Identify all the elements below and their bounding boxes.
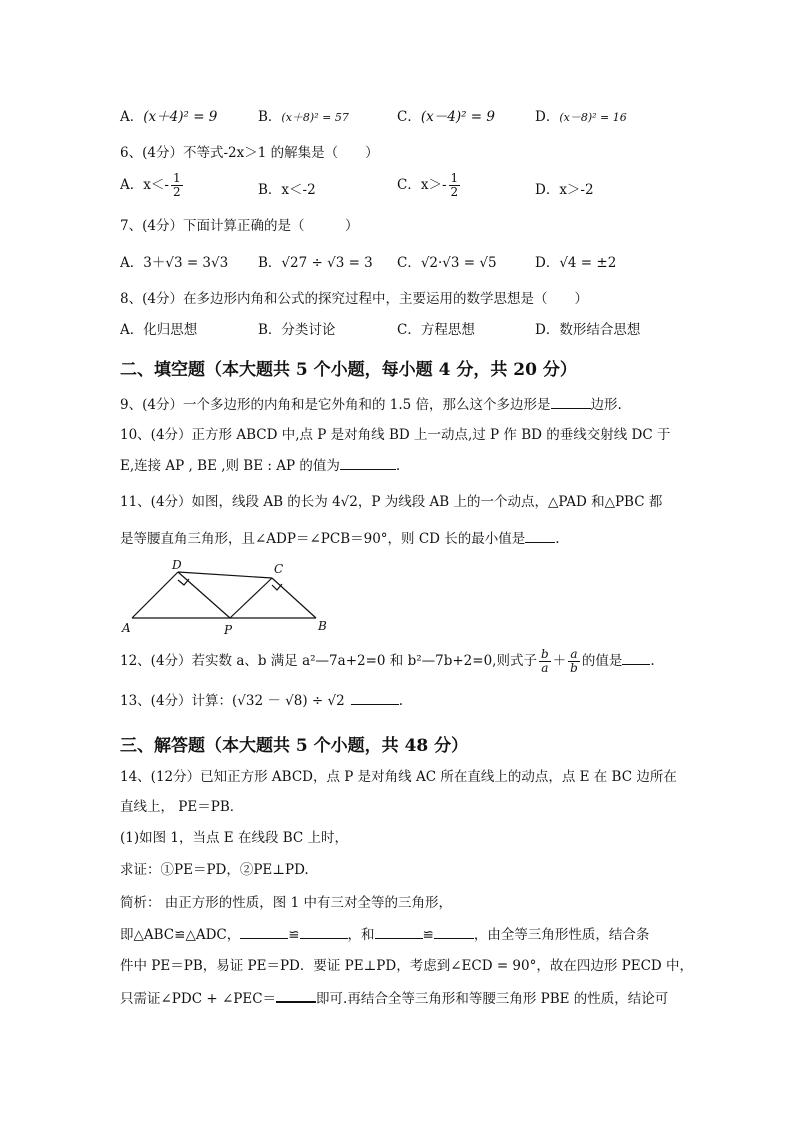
right-angle-mark-c [272,584,282,590]
segment-ad [132,572,178,618]
section-2-title: 二、填空题（本大题共 5 个小题，每小题 4 分，共 20 分） [120,360,577,380]
q9-answer-blank[interactable] [551,394,591,409]
point-label-c: C [274,562,284,576]
q10-line1: 10、(4分）正方形 ABCD 中,点 P 是对角线 BD 上一动点,过 P 作 BD 的垂线交射线 DC 于 [120,427,671,443]
q6-option-b: B．x＜-2 [258,182,316,198]
q11-figure [120,556,340,638]
q8-option-b: B．分类讨论 [258,322,336,338]
q6-option-a: A．x＜- $\frac{1}{2}$ [120,171,181,199]
q13: 13、(4分）计算：(√32 － √8) ÷ √2 . [120,690,403,711]
segment-cb [272,578,316,618]
q14-line5: 简析： 由正方形的性质，图 1 中有三对全等的三角形， [120,895,452,911]
point-label-b: B [318,619,327,633]
q11-line2: 是等腰直角三角形，且∠ADP＝∠PCB＝90°，则 CD 长的最小值是 . [120,528,560,549]
q12-fraction-b-over-a: $\frac{b}{a}$ [540,647,549,675]
q7-option-d: D．√4 = ±2 [535,255,617,271]
q14-line8: 只需证∠PDC + ∠PEC＝ 即可.再结合全等三角形和等腰三角形 PBE 的性质，结论可 [120,987,668,1009]
q14-line6: 即△ABC≌△ADC， ≌ ，和 ≌ ，由全等三角形性质，结合条 [120,924,649,945]
q14-line7: 件中 PE＝PB，易证 PE＝PD．要证 PE⊥PD，考虑到∠ECD = 90°，故在四边形 PECD 中， [120,958,694,974]
q7-option-c: C．√2·√3 = √5 [397,255,497,271]
segment-dc [178,572,272,578]
q8-option-a: A．化归思想 [120,322,198,338]
q6-stem: 6、(4分）不等式-2x＞1 的解集是（ ） [120,145,379,161]
q5-option-b: B．(x＋8)² = 57 [258,109,349,125]
q6-option-d: D．x＞-2 [535,182,594,198]
q14-line4: 求证：①PE＝PD，②PE⊥PD. [120,862,309,878]
q12-answer-blank[interactable] [622,650,650,665]
segment-pc [230,578,272,618]
q5-option-d: D．(x－8)² = 16 [535,109,627,125]
point-label-a: A [122,621,131,635]
point-label-p: P [224,623,233,637]
q9: 9、(4分）一个多边形的内角和是它外角和的 1.5 倍，那么这个多边形是 边形. [120,394,622,415]
point-label-d: D [172,558,182,572]
q5-option-c: C．(x－4)² = 9 [397,109,495,125]
section-3-title: 三、解答题（本大题共 5 个小题，共 48 分） [120,736,469,756]
q14-line3: (1)如图 1，当点 E 在线段 BC 上时， [120,830,349,846]
q14-blank-1[interactable] [240,924,288,939]
q14-blank-3[interactable] [375,924,423,939]
q11-line1: 11、(4分）如图，线段 AB 的长为 4√2，P 为线段 AB 上的一个动点，△PAD 和△PBC 都 [120,494,663,510]
q14-line2: 直线上， PE＝PB． [120,799,244,815]
q10-answer-blank[interactable] [340,455,396,470]
q14-blank-5[interactable] [276,987,316,1003]
q8-option-c: C．方程思想 [397,322,475,338]
q6-option-c: C．x＞- $\frac{1}{2}$ [397,171,459,199]
q7-option-b: B．√27 ÷ √3 = 3 [258,255,373,271]
q7-stem: 7、(4分）下面计算正确的是（ ） [120,218,359,234]
segment-dp [178,572,230,618]
q14-blank-2[interactable] [300,924,348,939]
q12-fraction-a-over-b: $\frac{a}{b}$ [570,647,578,675]
q8-stem: 8、(4分）在多边形内角和公式的探究过程中，主要运用的数学思想是（ ） [120,291,588,307]
q8-option-d: D．数形结合思想 [535,322,641,338]
q11-answer-blank[interactable] [525,528,555,543]
q14-blank-4[interactable] [434,924,474,939]
q13-answer-blank[interactable] [351,690,399,705]
q12: 12、(4分）若实数 a、b 满足 a²—7a+2=0 和 b²—7b+2=0,则式子 $\frac{b}{a}$ ＋ $\frac{a}{b}$ 的值是 . [120,647,655,675]
q14-line1: 14、(12分）已知正方形 ABCD，点 P 是对角线 AC 所在直线上的动点，点 E 在 BC 边所在 [120,769,677,785]
q5-option-a: A．(x＋4)² = 9 [120,109,218,125]
q7-option-a: A．3＋√3 = 3√3 [120,255,229,271]
q10-line2: E,连接 AP , BE ,则 BE : AP 的值为 . [120,455,400,476]
